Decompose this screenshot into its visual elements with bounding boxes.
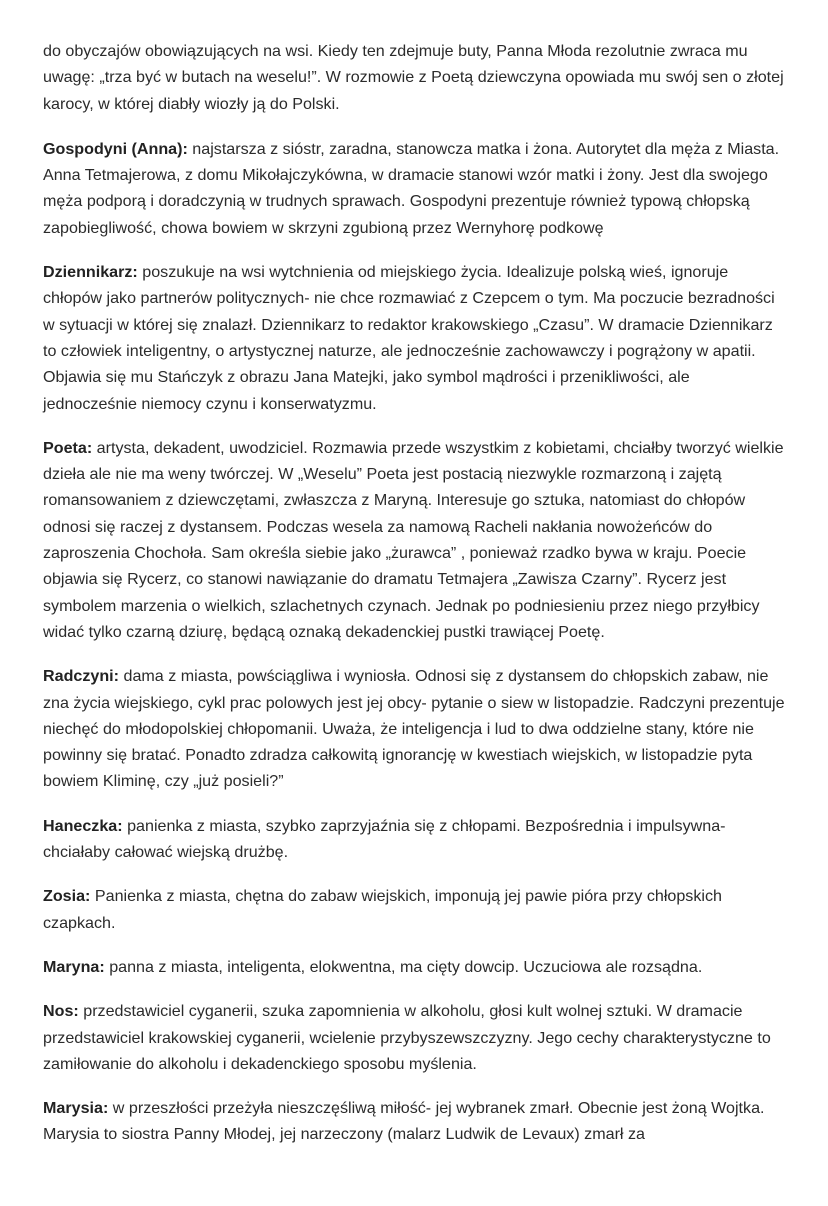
character-description: przedstawiciel cyganerii, szuka zapomnienia w alkoholu, głosi kult wolnej sztuki. W dramacie przedstawiciel krakowskiej cyganerii, wcielenie przybyszewszczyzny. Jego cechy charakterystyczne to zamiłowanie do alkoholu i dekadenckiego sposobu myślenia. xyxy=(43,1002,771,1073)
character-description: dama z miasta, powściągliwa i wyniosła. Odnosi się z dystansem do chłopskich zabaw, nie zna życia wiejskiego, cykl prac polowych jest jej obcy- pytanie o siew w listopadzie. Radczyni prezentuje niechęć do młodopolskiej chłopomanii. Uważa, że inteligencja i lud to dwa oddzielne stany, które nie powinny się bratać. Ponadto zdradza całkowitą ignorancję w kwestiach wiejskich, w listopadzie pyta bowiem Kliminę, czy „już posieli?” xyxy=(43,667,785,791)
character-name: Radczyni: xyxy=(43,667,120,686)
character-nos xyxy=(43,998,788,1077)
character-name: Haneczka: xyxy=(43,816,123,835)
character-name: Poeta: xyxy=(43,438,93,457)
character-poeta xyxy=(43,435,788,645)
character-name: Nos: xyxy=(43,1002,79,1021)
character-zosia xyxy=(43,883,788,936)
character-description: panienka z miasta, szybko zaprzyjaźnia się z chłopami. Bezpośrednia i impulsywna- chciałaby całować wiejską drużbę. xyxy=(43,816,726,862)
character-description: poszukuje na wsi wytchnienia od miejskiego życia. Idealizuje polską wieś, ignoruje chłopów jako partnerów politycznych- nie chce rozmawiać z Czepcem o tym. Ma poczucie bezradności w sytuacji w której się znalazł. Dziennikarz to redaktor krakowskiego „Czasu”. W dramacie Dziennikarz to człowiek inteligentny, o artystycznej naturze, ale jednocześnie zachowawczy i pogrążony w apatii. Objawia się mu Stańczyk z obrazu Jana Matejki, jako symbol mądrości i przenikliwości, ale jednocześnie niemocy czynu i konserwatyzmu. xyxy=(43,263,775,413)
character-name: Marysia: xyxy=(43,1099,109,1118)
document-page xyxy=(43,38,788,1166)
character-name: Gospodyni (Anna): xyxy=(43,139,188,158)
character-description: artysta, dekadent, uwodziciel. Rozmawia przede wszystkim z kobietami, chciałby tworzyć wielkie dzieła ale nie ma weny twórczej. W „Weselu” Poeta jest postacią niezwykle rozmarzoną i zajętą romansowaniem z dziewczętami, zwłaszcza z Maryną. Interesuje go sztuka, natomiast do chłopów odnosi się raczej z dystansem. Podczas wesela za namową Racheli nakłania nowożeńców do zaproszenia Chochoła. Sam określa siebie jako „żurawca” , ponieważ rzadko bywa w kraju. Poecie objawia się Rycerz, co stanowi nawiązanie do dramatu Tetmajera „Zawisza Czarny”. Rycerz jest symbolem marzenia o wielkich, szlachetnych czynach. Jednak po podniesieniu przez niego przyłbicy widać tylko czarną dziurę, będącą oznaką dekadenckiej pustki trawiącej Poetę. xyxy=(43,438,784,641)
character-name: Maryna: xyxy=(43,957,105,976)
character-description: Panienka z miasta, chętna do zabaw wiejskich, imponują jej pawie pióra przy chłopskich czapkach. xyxy=(43,887,722,932)
character-description: panna z miasta, inteligenta, elokwentna, ma cięty dowcip. Uczuciowa ale rozsądna. xyxy=(104,957,703,976)
character-dziennikarz xyxy=(43,259,788,417)
character-marysia xyxy=(43,1095,788,1148)
character-haneczka xyxy=(43,813,788,866)
intro-paragraph: do obyczajów obowiązujących na wsi. Kiedy ten zdejmuje buty, Panna Młoda rezolutnie zwraca mu uwagę: „trza być w butach na weselu!”. W rozmowie z Poetą dziewczyna opowiada mu swój sen o złotej karocy, w której diabły wiozły ją do Polski. xyxy=(43,42,784,113)
character-name: Zosia: xyxy=(43,887,91,906)
character-gospodyni xyxy=(43,136,788,241)
character-name: Dziennikarz: xyxy=(43,263,138,282)
character-description: najstarsza z sióstr, zaradna, stanowcza matka i żona. Autorytet dla męża z Miasta. Anna Tetmajerowa, z domu Mikołajczykówna, w dramacie stanowi wzór matki i żony. Jest dla swojego męża podporą i doradczynią w trudnych sprawach. Gospodyni prezentuje również typową chłopską zapobiegliwość, chowa bowiem w skrzyni zgubioną przez Wernyhorę podkowę xyxy=(43,139,780,237)
character-radczyni xyxy=(43,663,788,794)
character-description: w przeszłości przeżyła nieszczęśliwą miłość- jej wybranek zmarł. Obecnie jest żoną Wojtka. Marysia to siostra Panny Młodej, jej narzeczony (malarz Ludwik de Levaux) zmarł za xyxy=(43,1099,765,1144)
character-maryna xyxy=(43,954,788,980)
